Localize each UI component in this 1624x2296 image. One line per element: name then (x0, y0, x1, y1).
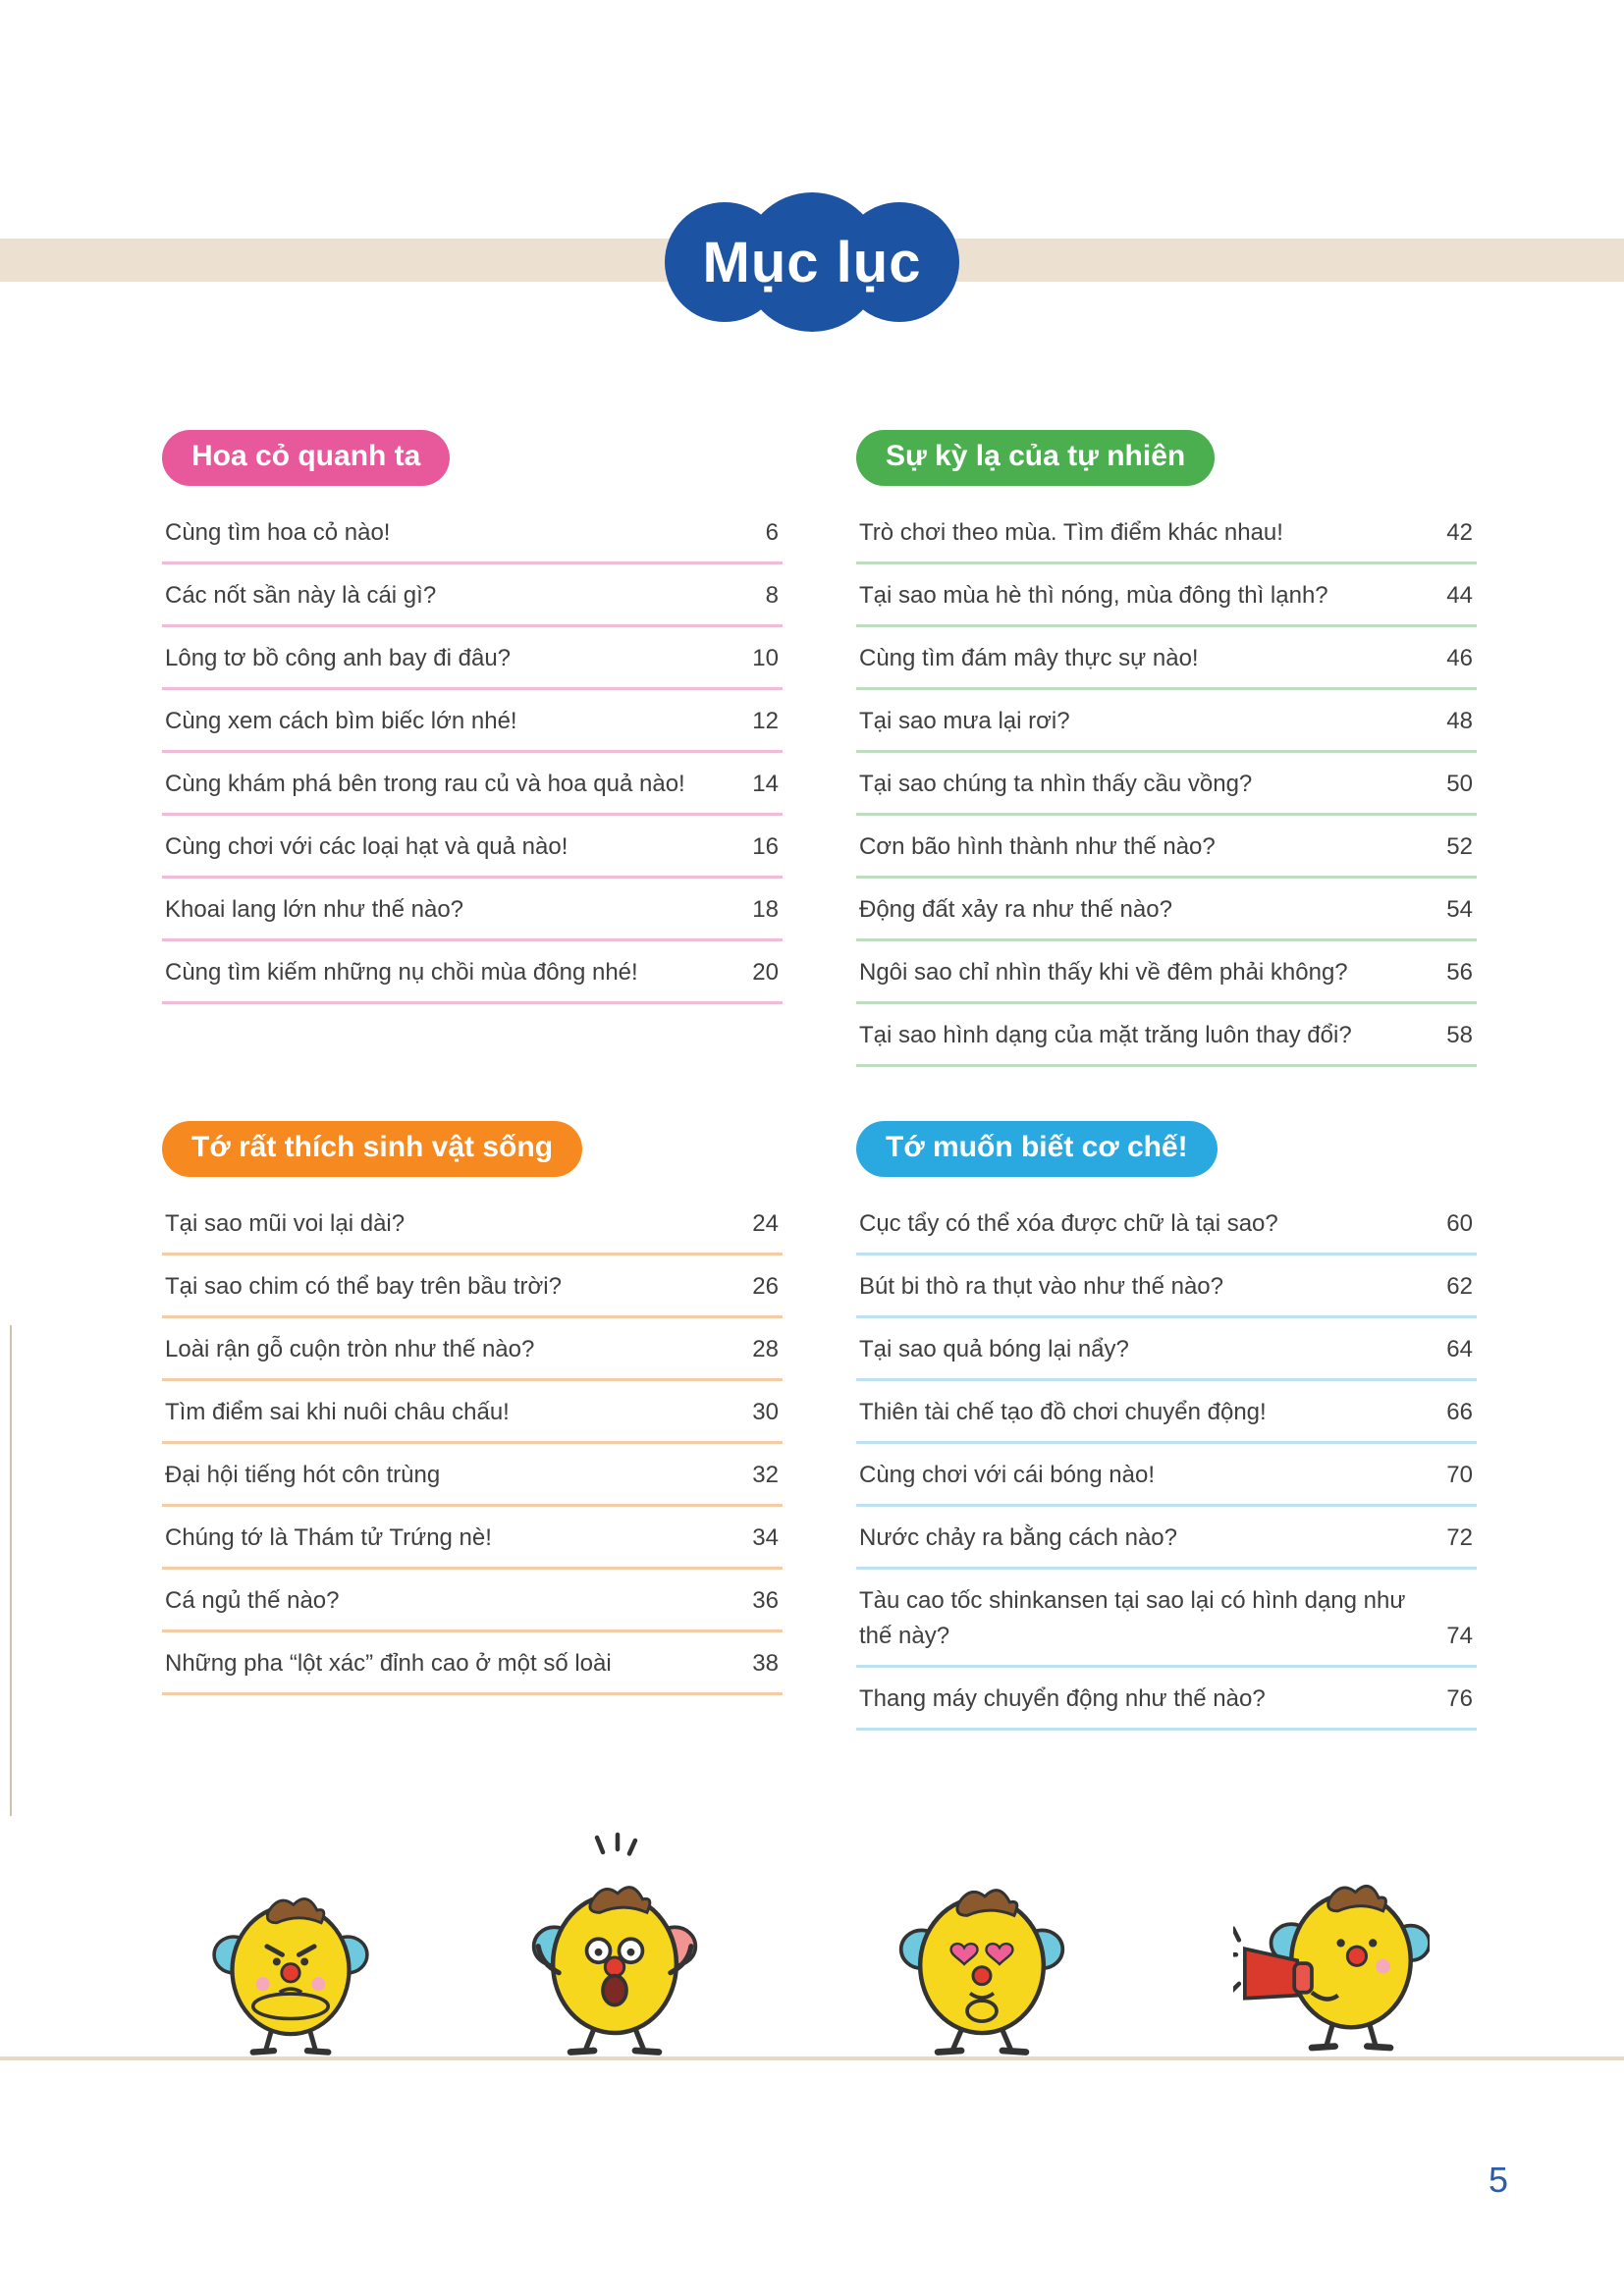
toc-entry (856, 1381, 1477, 1444)
toc-entry (162, 1381, 783, 1444)
entry-title: Nước chảy ra bằng cách nào? (859, 1524, 1177, 1551)
title-blob (665, 192, 959, 332)
entry-page: 52 (1446, 833, 1473, 860)
entry-title: Tìm điểm sai khi nuôi châu chấu! (165, 1399, 510, 1425)
toc-entry (162, 564, 783, 627)
toc-entry (162, 1318, 783, 1381)
entry-list (162, 502, 783, 1004)
entry-page: 32 (752, 1462, 779, 1488)
entry-title: Thang máy chuyển động như thế nào? (859, 1685, 1266, 1712)
entry-list (856, 502, 1477, 1067)
toc-grid (162, 430, 1477, 1731)
toc-entry (856, 1570, 1477, 1668)
toc-entry (856, 1668, 1477, 1731)
page-title: Mục lục (702, 230, 922, 294)
entry-page: 50 (1446, 771, 1473, 797)
entry-page: 56 (1446, 959, 1473, 986)
entry-page: 6 (765, 519, 779, 546)
toc-entry (856, 1193, 1477, 1255)
entry-title: Tại sao mùa hè thì nóng, mùa đông thì lạnh? (859, 582, 1328, 609)
entry-page: 72 (1446, 1524, 1473, 1551)
entry-page: 28 (752, 1336, 779, 1362)
entry-title: Cùng chơi với cái bóng nào! (859, 1462, 1155, 1488)
mascot-angry (207, 1874, 374, 2056)
toc-entry (856, 627, 1477, 690)
toc-section (162, 430, 783, 1004)
entry-page: 38 (752, 1650, 779, 1677)
entry-page: 64 (1446, 1336, 1473, 1362)
entry-title: Cùng tìm kiếm những nụ chồi mùa đông nhé! (165, 959, 638, 986)
entry-title: Tại sao mũi voi lại dài? (165, 1210, 406, 1237)
toc-entry (162, 1444, 783, 1507)
toc-entry (856, 564, 1477, 627)
entry-title: Tại sao mưa lại rơi? (859, 708, 1070, 734)
entry-title: Cá ngủ thế nào? (165, 1587, 340, 1614)
entry-page: 76 (1446, 1685, 1473, 1712)
toc-entry (162, 1255, 783, 1318)
entry-page: 34 (752, 1524, 779, 1551)
toc-entry (162, 1193, 783, 1255)
toc-entry (856, 502, 1477, 564)
entry-page: 62 (1446, 1273, 1473, 1300)
entry-page: 26 (752, 1273, 779, 1300)
entry-title: Cùng tìm hoa cỏ nào! (165, 519, 391, 546)
footer-rule (0, 2056, 1624, 2060)
toc-entry (162, 941, 783, 1004)
entry-list (162, 1193, 783, 1695)
section-badge: Tớ rất thích sinh vật sống (162, 1121, 582, 1177)
entry-title: Cùng tìm đám mây thực sự nào! (859, 645, 1199, 671)
entry-page: 10 (752, 645, 779, 671)
page-number: 5 (1488, 2160, 1508, 2200)
entry-page: 42 (1446, 519, 1473, 546)
entry-title: Tại sao quả bóng lại nẩy? (859, 1336, 1129, 1362)
entry-page: 36 (752, 1587, 779, 1614)
toc-entry (856, 1444, 1477, 1507)
entry-page: 54 (1446, 896, 1473, 923)
toc-entry (162, 879, 783, 941)
entry-page: 24 (752, 1210, 779, 1237)
toc-entry (856, 816, 1477, 879)
entry-title: Tại sao chim có thể bay trên bầu trời? (165, 1273, 562, 1300)
entry-title: Thiên tài chế tạo đồ chơi chuyển động! (859, 1399, 1267, 1425)
entry-title: Cùng chơi với các loại hạt và quả nào! (165, 833, 568, 860)
entry-page: 18 (752, 896, 779, 923)
toc-entry (856, 1318, 1477, 1381)
section-badge: Sự kỳ lạ của tự nhiên (856, 430, 1215, 486)
entry-title: Cục tẩy có thể xóa được chữ là tại sao? (859, 1210, 1278, 1237)
mascot-megaphone (1233, 1854, 1430, 2056)
toc-section (856, 430, 1477, 1067)
entry-page: 70 (1446, 1462, 1473, 1488)
entry-title: Tàu cao tốc shinkansen tại sao lại có hình dạng như thế này? (859, 1587, 1406, 1649)
entry-title: Bút bi thò ra thụt vào như thế nào? (859, 1273, 1223, 1300)
toc-entry (856, 690, 1477, 753)
mascot-love (893, 1864, 1070, 2056)
mascot-shocked (526, 1829, 703, 2056)
toc-entry (856, 879, 1477, 941)
entry-page: 30 (752, 1399, 779, 1425)
entry-page: 66 (1446, 1399, 1473, 1425)
toc-section (162, 1121, 783, 1695)
toc-entry (856, 1255, 1477, 1318)
toc-entry (162, 1507, 783, 1570)
toc-entry (162, 1570, 783, 1632)
entry-page: 60 (1446, 1210, 1473, 1237)
toc-entry (162, 753, 783, 816)
entry-page: 16 (752, 833, 779, 860)
entry-title: Cùng khám phá bên trong rau củ và hoa quả nào! (165, 771, 685, 797)
toc-entry (162, 690, 783, 753)
entry-title: Chúng tớ là Thám tử Trứng nè! (165, 1524, 492, 1551)
toc-entry (162, 627, 783, 690)
entry-page: 48 (1446, 708, 1473, 734)
entry-page: 20 (752, 959, 779, 986)
toc-entry (162, 1632, 783, 1695)
entry-page: 74 (1446, 1623, 1473, 1649)
entry-title: Tại sao chúng ta nhìn thấy cầu vồng? (859, 771, 1253, 797)
entry-title: Động đất xảy ra như thế nào? (859, 896, 1172, 923)
entry-title: Trò chơi theo mùa. Tìm điểm khác nhau! (859, 519, 1283, 546)
entry-page: 44 (1446, 582, 1473, 609)
toc-entry (856, 941, 1477, 1004)
entry-page: 58 (1446, 1022, 1473, 1048)
mascot-strip (0, 1811, 1624, 2056)
entry-title: Khoai lang lớn như thế nào? (165, 896, 464, 923)
toc-entry (856, 1507, 1477, 1570)
toc-entry (856, 753, 1477, 816)
section-badge: Tớ muốn biết cơ chế! (856, 1121, 1218, 1177)
entry-title: Cùng xem cách bìm biếc lớn nhé! (165, 708, 517, 734)
entry-page: 12 (752, 708, 779, 734)
toc-entry (856, 1004, 1477, 1067)
toc-entry (162, 502, 783, 564)
entry-title: Đại hội tiếng hót côn trùng (165, 1462, 441, 1488)
page-edge-mark (10, 1325, 12, 1816)
toc-entry (162, 816, 783, 879)
entry-title: Tại sao hình dạng của mặt trăng luôn thay đổi? (859, 1022, 1352, 1048)
entry-page: 46 (1446, 645, 1473, 671)
entry-page: 14 (752, 771, 779, 797)
entry-title: Cơn bão hình thành như thế nào? (859, 833, 1216, 860)
entry-list (856, 1193, 1477, 1731)
entry-title: Lông tơ bồ công anh bay đi đâu? (165, 645, 512, 671)
toc-section (856, 1121, 1477, 1731)
entry-title: Loài rận gỗ cuộn tròn như thế nào? (165, 1336, 535, 1362)
entry-title: Ngôi sao chỉ nhìn thấy khi về đêm phải không? (859, 959, 1348, 986)
entry-page: 8 (765, 582, 779, 609)
section-badge: Hoa cỏ quanh ta (162, 430, 450, 486)
entry-title: Những pha “lột xác” đỉnh cao ở một số loài (165, 1650, 612, 1677)
entry-title: Các nốt sần này là cái gì? (165, 582, 437, 609)
